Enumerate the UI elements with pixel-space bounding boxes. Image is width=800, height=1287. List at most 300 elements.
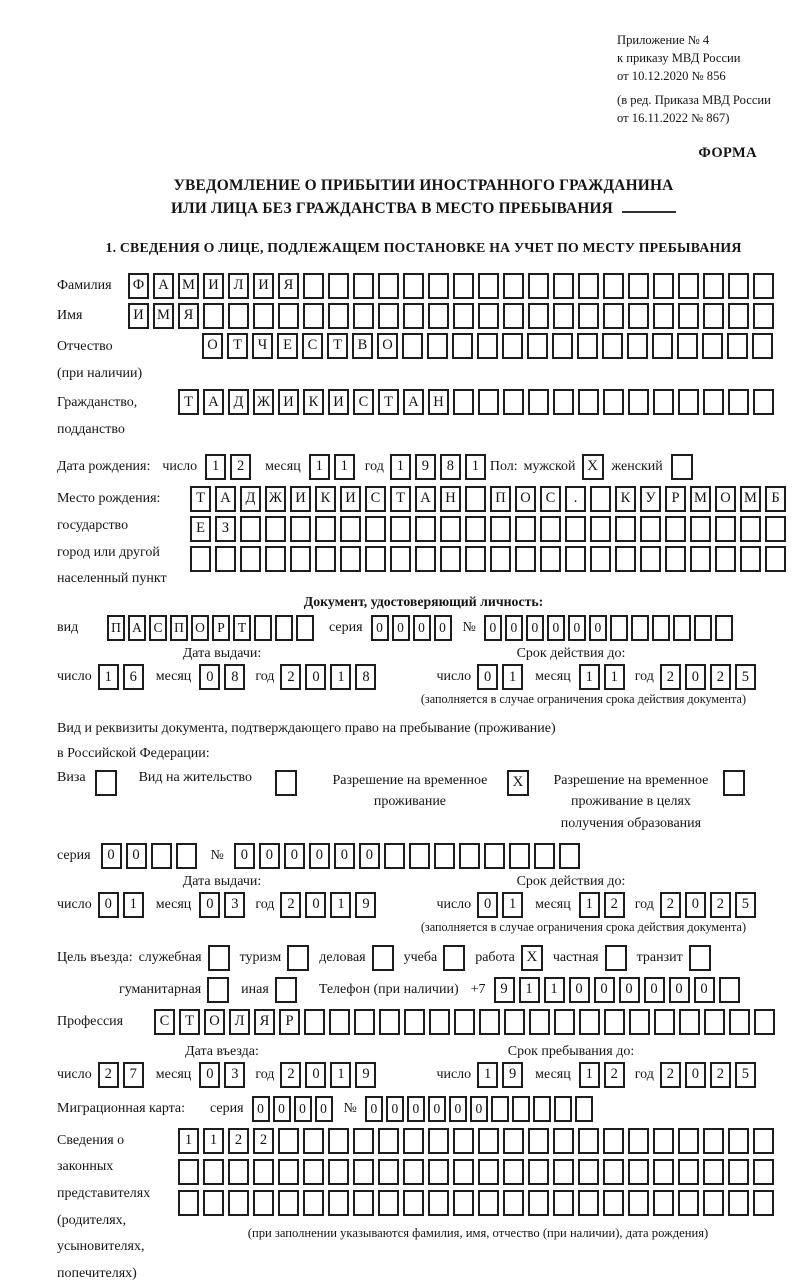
char-cell[interactable] [694, 615, 712, 641]
char-cell[interactable] [575, 1096, 593, 1122]
char-cell[interactable] [529, 1009, 550, 1035]
char-cell[interactable] [553, 1190, 574, 1216]
char-cell[interactable] [578, 389, 599, 415]
char-cell[interactable] [440, 546, 461, 572]
char-cell[interactable] [640, 516, 661, 542]
char-cell[interactable] [528, 1128, 549, 1154]
char-cell[interactable]: 8 [440, 454, 461, 480]
char-cell[interactable]: И [290, 486, 311, 512]
char-cell[interactable] [678, 389, 699, 415]
char-cell[interactable] [690, 546, 711, 572]
char-cell[interactable] [752, 333, 773, 359]
char-cell[interactable] [434, 843, 455, 869]
char-cell[interactable] [553, 303, 574, 329]
char-cell[interactable]: 1 [334, 454, 355, 480]
char-cell[interactable]: 3 [224, 1062, 245, 1088]
char-cell[interactable]: 0 [359, 843, 380, 869]
char-cell[interactable] [215, 546, 236, 572]
char-cell[interactable] [403, 273, 424, 299]
char-cell[interactable] [631, 615, 649, 641]
char-cell[interactable] [603, 1190, 624, 1216]
char-cell[interactable]: 0 [305, 1062, 326, 1088]
char-cell[interactable] [728, 273, 749, 299]
char-cell[interactable] [729, 1009, 750, 1035]
char-cell[interactable] [453, 1190, 474, 1216]
purpose-business-checkbox[interactable] [372, 945, 394, 971]
char-cell[interactable] [653, 303, 674, 329]
char-cell[interactable]: А [215, 486, 236, 512]
char-cell[interactable]: 2 [710, 664, 731, 690]
char-cell[interactable] [715, 546, 736, 572]
char-cell[interactable]: 0 [685, 1062, 706, 1088]
char-cell[interactable] [328, 1128, 349, 1154]
char-cell[interactable] [484, 843, 505, 869]
purpose-tourism-checkbox[interactable] [287, 945, 309, 971]
char-cell[interactable] [465, 486, 486, 512]
char-cell[interactable]: 0 [334, 843, 355, 869]
char-cell[interactable] [653, 1190, 674, 1216]
char-cell[interactable] [653, 389, 674, 415]
char-cell[interactable]: П [107, 615, 125, 641]
char-cell[interactable] [151, 843, 172, 869]
char-cell[interactable] [415, 516, 436, 542]
char-cell[interactable] [453, 1128, 474, 1154]
char-cell[interactable]: 0 [594, 977, 615, 1003]
char-cell[interactable]: 2 [660, 664, 681, 690]
char-cell[interactable] [665, 546, 686, 572]
char-cell[interactable]: 0 [669, 977, 690, 1003]
char-cell[interactable] [678, 303, 699, 329]
char-cell[interactable]: Т [390, 486, 411, 512]
char-cell[interactable] [428, 273, 449, 299]
char-cell[interactable]: 2 [710, 892, 731, 918]
char-cell[interactable]: З [215, 516, 236, 542]
char-cell[interactable] [490, 546, 511, 572]
char-cell[interactable] [615, 516, 636, 542]
char-cell[interactable] [402, 333, 423, 359]
char-cell[interactable] [228, 1190, 249, 1216]
char-cell[interactable] [453, 303, 474, 329]
char-cell[interactable] [703, 1190, 724, 1216]
char-cell[interactable]: Е [190, 516, 211, 542]
char-cell[interactable] [565, 516, 586, 542]
char-cell[interactable] [603, 303, 624, 329]
char-cell[interactable]: 2 [660, 1062, 681, 1088]
char-cell[interactable]: 5 [735, 664, 756, 690]
char-cell[interactable] [465, 516, 486, 542]
char-cell[interactable] [303, 273, 324, 299]
char-cell[interactable] [728, 1128, 749, 1154]
char-cell[interactable]: У [640, 486, 661, 512]
char-cell[interactable]: 1 [477, 1062, 498, 1088]
char-cell[interactable]: 2 [228, 1128, 249, 1154]
char-cell[interactable] [703, 273, 724, 299]
char-cell[interactable] [528, 273, 549, 299]
purpose-work-checkbox[interactable]: X [521, 945, 543, 971]
char-cell[interactable] [465, 546, 486, 572]
char-cell[interactable] [653, 1128, 674, 1154]
char-cell[interactable] [502, 333, 523, 359]
char-cell[interactable]: 0 [434, 615, 452, 641]
char-cell[interactable]: О [377, 333, 398, 359]
char-cell[interactable] [628, 273, 649, 299]
char-cell[interactable] [740, 516, 761, 542]
char-cell[interactable] [534, 843, 555, 869]
char-cell[interactable] [603, 1128, 624, 1154]
char-cell[interactable] [590, 546, 611, 572]
char-cell[interactable] [453, 389, 474, 415]
char-cell[interactable] [296, 615, 314, 641]
char-cell[interactable] [653, 273, 674, 299]
char-cell[interactable]: Н [428, 389, 449, 415]
char-cell[interactable]: 0 [413, 615, 431, 641]
char-cell[interactable] [540, 546, 561, 572]
char-cell[interactable] [378, 1190, 399, 1216]
char-cell[interactable] [390, 516, 411, 542]
char-cell[interactable] [678, 273, 699, 299]
char-cell[interactable]: 1 [330, 892, 351, 918]
char-cell[interactable]: И [328, 389, 349, 415]
char-cell[interactable]: М [178, 273, 199, 299]
char-cell[interactable]: Н [440, 486, 461, 512]
char-cell[interactable]: 5 [735, 892, 756, 918]
char-cell[interactable]: 0 [477, 892, 498, 918]
char-cell[interactable] [702, 333, 723, 359]
char-cell[interactable] [615, 546, 636, 572]
char-cell[interactable] [403, 303, 424, 329]
char-cell[interactable] [490, 516, 511, 542]
purpose-humanitarian-checkbox[interactable] [207, 977, 229, 1003]
char-cell[interactable]: 1 [390, 454, 411, 480]
char-cell[interactable] [579, 1009, 600, 1035]
char-cell[interactable]: 0 [428, 1096, 446, 1122]
char-cell[interactable]: 1 [123, 892, 144, 918]
char-cell[interactable]: 0 [386, 1096, 404, 1122]
purpose-study-checkbox[interactable] [443, 945, 465, 971]
char-cell[interactable]: 1 [205, 454, 226, 480]
char-cell[interactable]: 0 [392, 615, 410, 641]
char-cell[interactable]: 1 [604, 664, 625, 690]
char-cell[interactable] [673, 615, 691, 641]
char-cell[interactable] [715, 615, 733, 641]
char-cell[interactable] [740, 546, 761, 572]
char-cell[interactable]: 2 [280, 892, 301, 918]
char-cell[interactable]: О [515, 486, 536, 512]
char-cell[interactable] [515, 546, 536, 572]
char-cell[interactable]: 0 [199, 892, 220, 918]
char-cell[interactable] [503, 1190, 524, 1216]
char-cell[interactable]: Т [178, 389, 199, 415]
char-cell[interactable] [353, 273, 374, 299]
char-cell[interactable]: 0 [234, 843, 255, 869]
char-cell[interactable] [340, 516, 361, 542]
char-cell[interactable] [390, 546, 411, 572]
char-cell[interactable] [590, 516, 611, 542]
purpose-other-checkbox[interactable] [275, 977, 297, 1003]
char-cell[interactable]: 3 [224, 892, 245, 918]
char-cell[interactable]: 0 [305, 892, 326, 918]
char-cell[interactable] [753, 1190, 774, 1216]
char-cell[interactable]: М [690, 486, 711, 512]
temp-permit-checkbox[interactable]: X [507, 770, 529, 796]
char-cell[interactable] [512, 1096, 530, 1122]
char-cell[interactable] [552, 333, 573, 359]
char-cell[interactable] [478, 1190, 499, 1216]
char-cell[interactable]: 2 [604, 1062, 625, 1088]
char-cell[interactable] [303, 1190, 324, 1216]
char-cell[interactable] [679, 1009, 700, 1035]
char-cell[interactable] [504, 1009, 525, 1035]
char-cell[interactable]: 2 [710, 1062, 731, 1088]
char-cell[interactable] [628, 1190, 649, 1216]
char-cell[interactable]: Т [227, 333, 248, 359]
char-cell[interactable]: 1 [519, 977, 540, 1003]
char-cell[interactable]: 0 [685, 664, 706, 690]
char-cell[interactable]: 0 [259, 843, 280, 869]
char-cell[interactable]: 1 [330, 664, 351, 690]
char-cell[interactable]: К [315, 486, 336, 512]
char-cell[interactable]: Т [327, 333, 348, 359]
char-cell[interactable] [477, 333, 498, 359]
char-cell[interactable]: Т [378, 389, 399, 415]
char-cell[interactable]: С [365, 486, 386, 512]
char-cell[interactable]: И [203, 273, 224, 299]
char-cell[interactable]: 0 [199, 664, 220, 690]
char-cell[interactable] [554, 1009, 575, 1035]
purpose-private-checkbox[interactable] [605, 945, 627, 971]
char-cell[interactable] [275, 615, 293, 641]
char-cell[interactable] [628, 303, 649, 329]
char-cell[interactable]: К [303, 389, 324, 415]
char-cell[interactable] [533, 1096, 551, 1122]
char-cell[interactable] [354, 1009, 375, 1035]
char-cell[interactable]: А [415, 486, 436, 512]
char-cell[interactable] [604, 1009, 625, 1035]
char-cell[interactable]: Т [233, 615, 251, 641]
char-cell[interactable] [753, 389, 774, 415]
char-cell[interactable] [603, 389, 624, 415]
char-cell[interactable] [278, 1190, 299, 1216]
char-cell[interactable] [365, 516, 386, 542]
char-cell[interactable]: 0 [101, 843, 122, 869]
char-cell[interactable] [627, 333, 648, 359]
char-cell[interactable] [240, 516, 261, 542]
char-cell[interactable] [478, 1128, 499, 1154]
char-cell[interactable]: Ч [252, 333, 273, 359]
char-cell[interactable] [503, 273, 524, 299]
char-cell[interactable]: А [403, 389, 424, 415]
char-cell[interactable]: 0 [685, 892, 706, 918]
char-cell[interactable] [479, 1009, 500, 1035]
char-cell[interactable]: 6 [123, 664, 144, 690]
char-cell[interactable] [315, 516, 336, 542]
char-cell[interactable]: Я [278, 273, 299, 299]
char-cell[interactable]: 1 [309, 454, 330, 480]
temp-edu-permit-checkbox[interactable] [723, 770, 745, 796]
char-cell[interactable] [665, 516, 686, 542]
char-cell[interactable] [727, 333, 748, 359]
char-cell[interactable] [176, 843, 197, 869]
char-cell[interactable]: Р [279, 1009, 300, 1035]
char-cell[interactable]: 1 [178, 1128, 199, 1154]
char-cell[interactable] [429, 1009, 450, 1035]
char-cell[interactable] [715, 516, 736, 542]
char-cell[interactable] [384, 843, 405, 869]
char-cell[interactable] [403, 1190, 424, 1216]
char-cell[interactable] [553, 1128, 574, 1154]
char-cell[interactable]: С [302, 333, 323, 359]
char-cell[interactable]: Е [277, 333, 298, 359]
char-cell[interactable]: 0 [505, 615, 523, 641]
char-cell[interactable] [578, 1128, 599, 1154]
visa-checkbox[interactable] [95, 770, 117, 796]
char-cell[interactable]: Р [665, 486, 686, 512]
char-cell[interactable]: 0 [371, 615, 389, 641]
char-cell[interactable] [228, 303, 249, 329]
char-cell[interactable]: 2 [660, 892, 681, 918]
char-cell[interactable] [503, 389, 524, 415]
char-cell[interactable]: 0 [470, 1096, 488, 1122]
char-cell[interactable]: 0 [309, 843, 330, 869]
char-cell[interactable]: 1 [330, 1062, 351, 1088]
sex-male-checkbox[interactable]: X [582, 454, 604, 480]
char-cell[interactable]: 0 [547, 615, 565, 641]
char-cell[interactable] [765, 546, 786, 572]
char-cell[interactable]: С [353, 389, 374, 415]
char-cell[interactable] [509, 843, 530, 869]
char-cell[interactable] [478, 389, 499, 415]
char-cell[interactable] [190, 546, 211, 572]
char-cell[interactable]: А [128, 615, 146, 641]
char-cell[interactable] [754, 1009, 775, 1035]
char-cell[interactable] [428, 1190, 449, 1216]
char-cell[interactable]: Я [254, 1009, 275, 1035]
char-cell[interactable] [290, 516, 311, 542]
char-cell[interactable] [303, 1128, 324, 1154]
char-cell[interactable]: Л [229, 1009, 250, 1035]
char-cell[interactable] [478, 273, 499, 299]
char-cell[interactable]: Т [179, 1009, 200, 1035]
char-cell[interactable] [491, 1096, 509, 1122]
char-cell[interactable] [253, 303, 274, 329]
char-cell[interactable] [728, 389, 749, 415]
char-cell[interactable]: О [715, 486, 736, 512]
char-cell[interactable] [565, 546, 586, 572]
char-cell[interactable]: 0 [449, 1096, 467, 1122]
char-cell[interactable] [328, 303, 349, 329]
char-cell[interactable]: А [203, 389, 224, 415]
char-cell[interactable]: Ж [253, 389, 274, 415]
char-cell[interactable]: 0 [315, 1096, 333, 1122]
char-cell[interactable] [703, 303, 724, 329]
char-cell[interactable]: 1 [502, 664, 523, 690]
char-cell[interactable] [379, 1009, 400, 1035]
char-cell[interactable]: 9 [355, 1062, 376, 1088]
char-cell[interactable]: 1 [579, 1062, 600, 1088]
char-cell[interactable]: 0 [619, 977, 640, 1003]
char-cell[interactable]: 1 [502, 892, 523, 918]
char-cell[interactable] [353, 1128, 374, 1154]
char-cell[interactable]: М [740, 486, 761, 512]
char-cell[interactable]: Ф [128, 273, 149, 299]
char-cell[interactable]: 9 [415, 454, 436, 480]
char-cell[interactable]: 2 [280, 1062, 301, 1088]
char-cell[interactable] [704, 1009, 725, 1035]
char-cell[interactable]: 0 [644, 977, 665, 1003]
char-cell[interactable]: 9 [494, 977, 515, 1003]
char-cell[interactable]: 0 [526, 615, 544, 641]
char-cell[interactable]: 9 [502, 1062, 523, 1088]
char-cell[interactable] [353, 303, 374, 329]
char-cell[interactable] [403, 1128, 424, 1154]
char-cell[interactable] [602, 333, 623, 359]
char-cell[interactable]: И [278, 389, 299, 415]
char-cell[interactable] [240, 546, 261, 572]
char-cell[interactable] [528, 1190, 549, 1216]
char-cell[interactable] [328, 273, 349, 299]
char-cell[interactable] [329, 1009, 350, 1035]
char-cell[interactable] [253, 1190, 274, 1216]
char-cell[interactable] [553, 273, 574, 299]
char-cell[interactable]: 2 [98, 1062, 119, 1088]
sex-female-checkbox[interactable] [671, 454, 693, 480]
char-cell[interactable]: 2 [604, 892, 625, 918]
char-cell[interactable]: 0 [305, 664, 326, 690]
char-cell[interactable] [719, 977, 740, 1003]
char-cell[interactable] [515, 516, 536, 542]
char-cell[interactable]: Т [190, 486, 211, 512]
char-cell[interactable] [304, 1009, 325, 1035]
char-cell[interactable] [378, 303, 399, 329]
char-cell[interactable]: П [490, 486, 511, 512]
char-cell[interactable] [578, 273, 599, 299]
char-cell[interactable]: К [615, 486, 636, 512]
char-cell[interactable]: 0 [407, 1096, 425, 1122]
char-cell[interactable]: В [352, 333, 373, 359]
char-cell[interactable] [652, 615, 670, 641]
char-cell[interactable] [603, 273, 624, 299]
char-cell[interactable]: 0 [589, 615, 607, 641]
char-cell[interactable] [678, 1128, 699, 1154]
char-cell[interactable]: И [253, 273, 274, 299]
char-cell[interactable]: О [204, 1009, 225, 1035]
char-cell[interactable] [254, 615, 272, 641]
char-cell[interactable]: М [153, 303, 174, 329]
char-cell[interactable]: Р [212, 615, 230, 641]
char-cell[interactable]: О [191, 615, 209, 641]
char-cell[interactable] [340, 546, 361, 572]
char-cell[interactable]: 9 [355, 892, 376, 918]
char-cell[interactable] [303, 303, 324, 329]
char-cell[interactable]: 0 [199, 1062, 220, 1088]
residence-permit-checkbox[interactable] [275, 770, 297, 796]
char-cell[interactable] [577, 333, 598, 359]
char-cell[interactable] [628, 1128, 649, 1154]
char-cell[interactable] [265, 546, 286, 572]
char-cell[interactable]: Д [240, 486, 261, 512]
char-cell[interactable] [178, 1190, 199, 1216]
char-cell[interactable] [278, 303, 299, 329]
char-cell[interactable] [753, 303, 774, 329]
char-cell[interactable] [628, 389, 649, 415]
char-cell[interactable]: П [170, 615, 188, 641]
char-cell[interactable]: Д [228, 389, 249, 415]
char-cell[interactable]: С [149, 615, 167, 641]
char-cell[interactable]: 0 [252, 1096, 270, 1122]
char-cell[interactable] [328, 1190, 349, 1216]
char-cell[interactable] [629, 1009, 650, 1035]
char-cell[interactable]: 2 [253, 1128, 274, 1154]
